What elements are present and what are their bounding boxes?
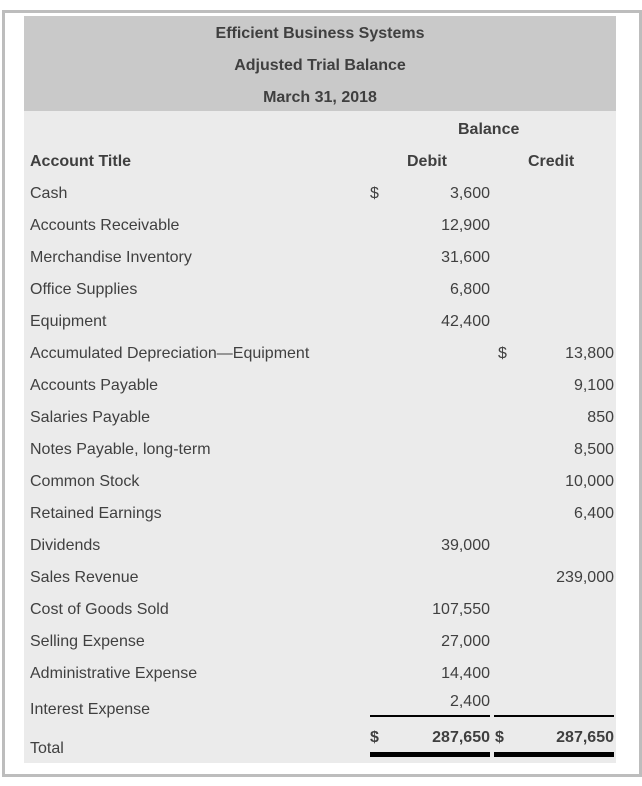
credit-amount: 6,400 xyxy=(573,505,614,522)
account-title: Salaries Payable xyxy=(30,409,151,426)
statement-title: Adjusted Trial Balance xyxy=(234,57,406,74)
debit-amount: 2,400 xyxy=(449,693,490,710)
debit-amount: 6,800 xyxy=(449,281,490,298)
account-title: Cost of Goods Sold xyxy=(30,601,169,618)
debit-amount: 14,400 xyxy=(441,665,490,682)
account-title: Selling Expense xyxy=(30,633,145,650)
total-debit-amount: 287,650 xyxy=(432,729,490,746)
account-title: Equipment xyxy=(30,313,107,330)
credit-amount: 9,100 xyxy=(573,377,614,394)
account-title: Cash xyxy=(30,185,68,202)
company-name: Efficient Business Systems xyxy=(215,25,425,42)
credit-amount: 239,000 xyxy=(556,569,614,586)
account-title: Interest Expense xyxy=(30,701,151,718)
credit-dollar-sign: $ xyxy=(498,345,507,362)
credit-amount: 8,500 xyxy=(573,441,614,458)
debit-amount: 27,000 xyxy=(441,633,490,650)
debit-amount: 107,550 xyxy=(432,601,490,618)
account-title: Accumulated Depreciation—Equipment xyxy=(30,345,310,362)
statement-date: March 31, 2018 xyxy=(263,89,377,106)
account-title: Office Supplies xyxy=(30,281,138,298)
account-title: Dividends xyxy=(30,537,101,554)
trial-balance-table xyxy=(24,16,616,763)
debit-amount: 31,600 xyxy=(441,249,490,266)
debit-dollar-sign: $ xyxy=(370,185,379,202)
credit-total-double-rule xyxy=(494,752,614,757)
debit-amount: 42,400 xyxy=(441,313,490,330)
account-title: Notes Payable, long-term xyxy=(30,441,211,458)
account-title: Sales Revenue xyxy=(30,569,139,586)
credit-subtotal-rule xyxy=(494,715,614,717)
total-debit-sign: $ xyxy=(370,729,379,746)
account-title: Common Stock xyxy=(30,473,140,490)
debit-amount: 3,600 xyxy=(449,185,490,202)
credit-amount: 13,800 xyxy=(565,345,614,362)
debit-header: Debit xyxy=(407,153,447,170)
debit-total-double-rule xyxy=(370,752,490,757)
account-title: Administrative Expense xyxy=(30,665,198,682)
balance-group-header: Balance xyxy=(458,121,520,138)
account-title-header: Account Title xyxy=(30,153,132,170)
statement-header xyxy=(24,16,616,111)
credit-amount: 850 xyxy=(587,409,614,426)
debit-subtotal-rule xyxy=(370,715,490,717)
total-label: Total xyxy=(30,740,64,757)
account-title: Retained Earnings xyxy=(30,505,162,522)
debit-amount: 39,000 xyxy=(441,537,490,554)
total-credit-amount: 287,650 xyxy=(556,729,614,746)
total-credit-sign: $ xyxy=(495,729,504,746)
account-title: Accounts Receivable xyxy=(30,217,180,234)
account-title: Accounts Payable xyxy=(30,377,159,394)
debit-amount: 12,900 xyxy=(441,217,490,234)
account-title: Merchandise Inventory xyxy=(30,249,192,266)
credit-amount: 10,000 xyxy=(565,473,614,490)
credit-header: Credit xyxy=(528,153,575,170)
